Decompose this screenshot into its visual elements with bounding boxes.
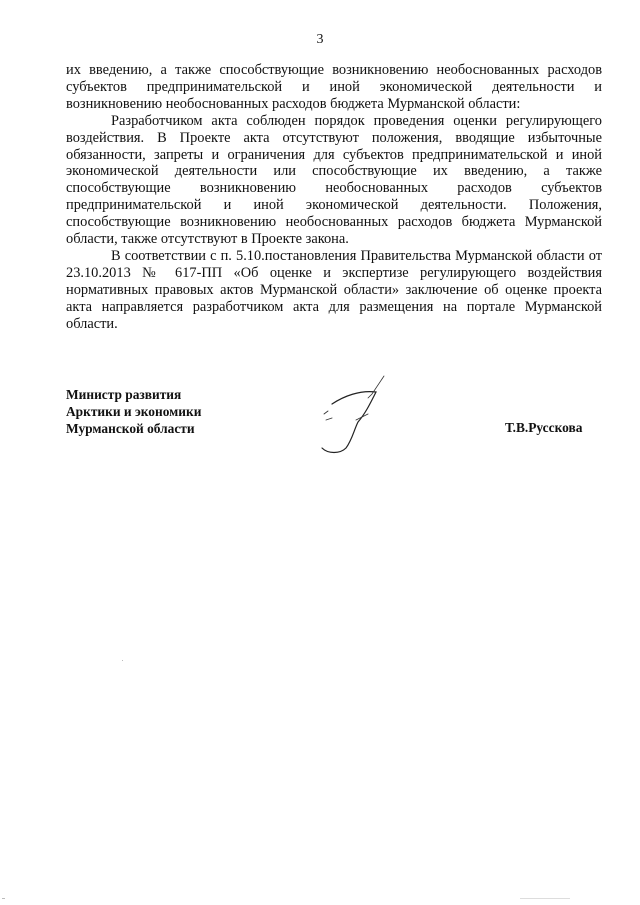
scan-artifact	[2, 898, 5, 899]
document-body	[66, 62, 602, 333]
signatory-position	[66, 386, 201, 437]
paragraph-continuation: их введению, а также способствующие возникновению необоснованных расходов субъектов предпринимательской и иной экономической деятельности и возникновению необоснованных расходов бюджета Мурманской области:	[66, 62, 602, 112]
paragraph-publication: В соответствии с п. 5.10.постановления Правительства Мурманской области от 23.10.2013 № 617-ПП «Об оценке и экспертизе регулирующего воздействия нормативных правовых актов Мурманской области» заключение об оценке проекта акта направляется разработчиком акта для размещения на портале Мурманской области.	[66, 247, 602, 332]
signatory-position-line: Министр развития	[66, 387, 182, 402]
signatory-position-line: Мурманской области	[66, 421, 195, 436]
handwritten-signature	[310, 374, 400, 464]
signatory-name: Т.В.Русскова	[505, 420, 583, 435]
paragraph-assessment: Разработчиком акта соблюден порядок проведения оценки регулирующего воздействия. В Проекте акта отсутствуют положения, вводящие избыточные обязанности, запреты и ограничения для субъектов предпринимательской и иной экономической деятельности или способствующие их введению, а также способствующие возникновению необоснованных расходов субъектов предпринимательской и иной экономической деятельности. Положения, способствующие возникновению необоснованных расходов бюджета Мурманской области, также отсутствуют в Проекте закона.	[66, 112, 602, 248]
page-number: 3	[316, 32, 324, 47]
scan-artifact	[122, 660, 123, 661]
signatory-position-line: Арктики и экономики	[66, 404, 202, 419]
scan-artifact	[520, 898, 570, 899]
